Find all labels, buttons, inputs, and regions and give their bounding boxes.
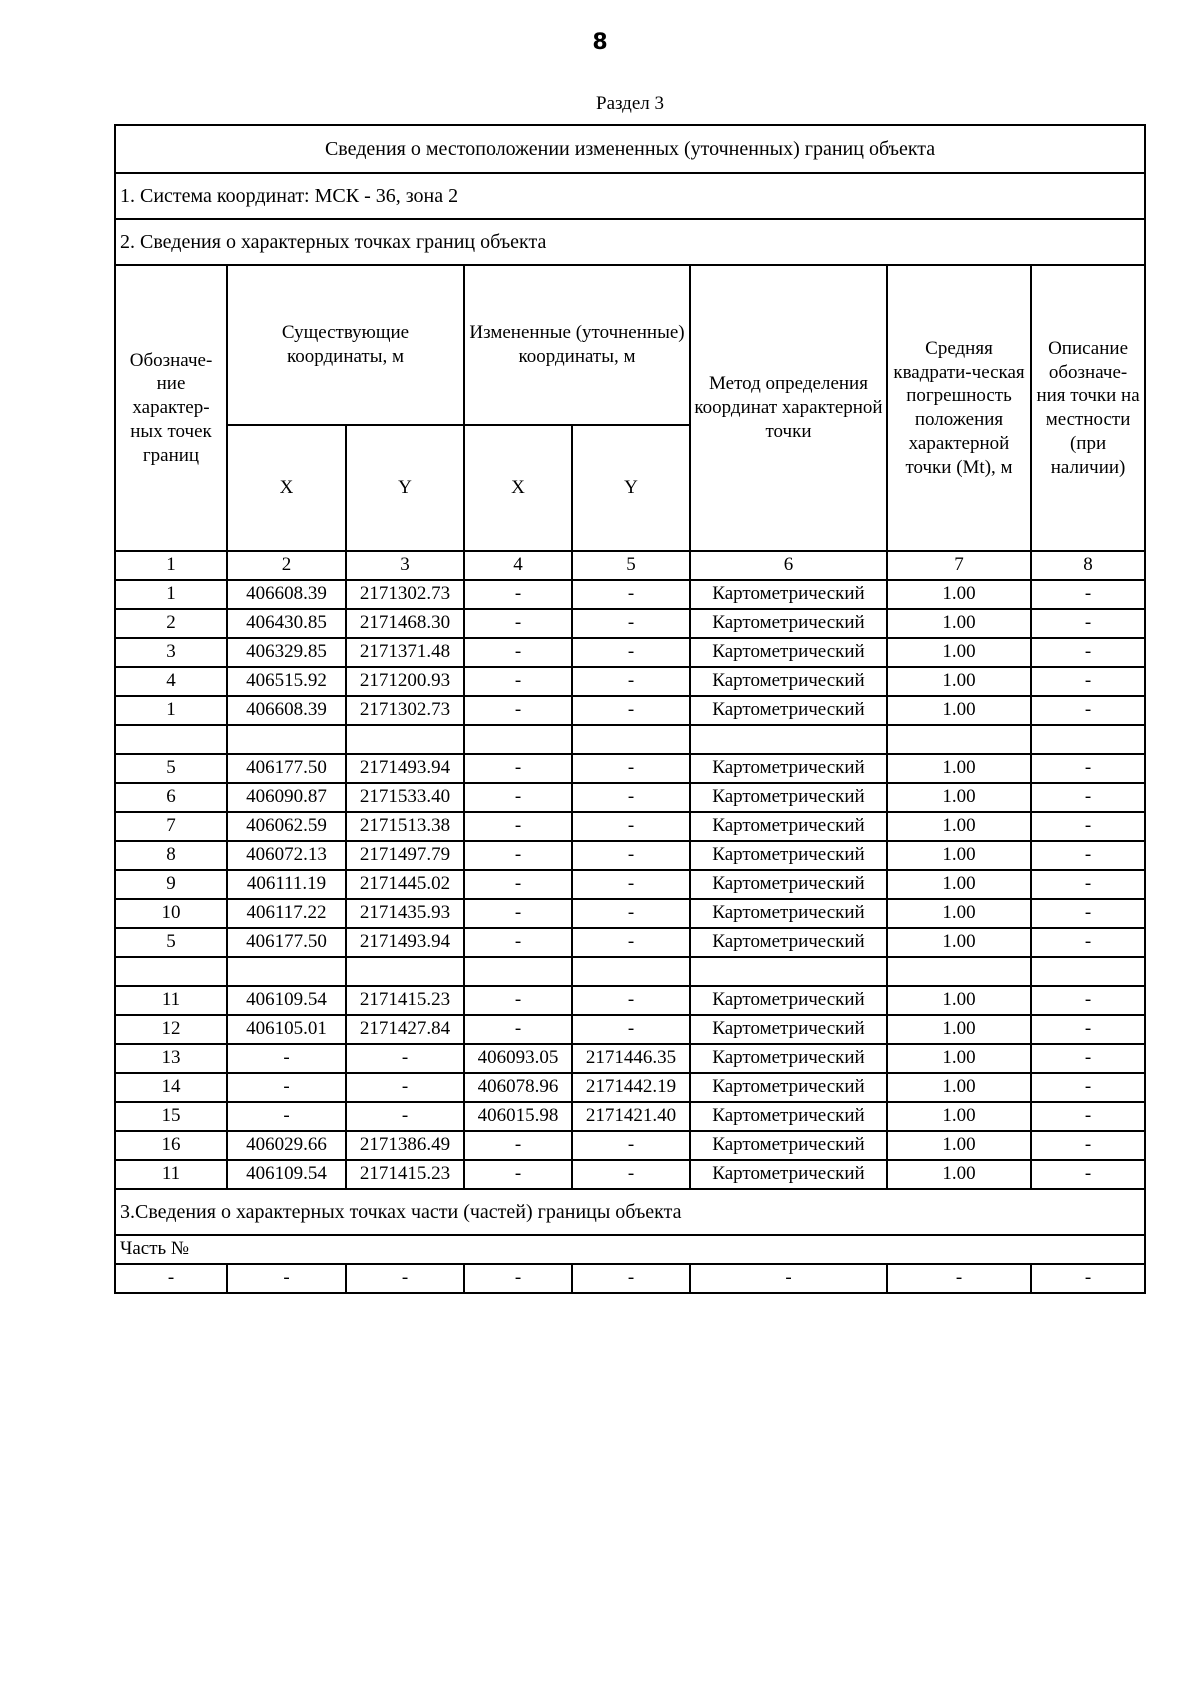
table-body xyxy=(115,125,1145,1293)
table-cell: - xyxy=(1031,899,1145,928)
table-cell: - xyxy=(572,812,690,841)
table-cell: Картометрический xyxy=(690,580,887,609)
table-cell: 406072.13 xyxy=(227,841,346,870)
table-row xyxy=(115,986,1145,1015)
table-cell: 1.00 xyxy=(887,1015,1031,1044)
table-cell: - xyxy=(1031,1015,1145,1044)
header-row-1 xyxy=(115,265,1145,425)
table-cell: 406117.22 xyxy=(227,899,346,928)
table-cell: - xyxy=(1031,696,1145,725)
table-cell: Картометрический xyxy=(690,841,887,870)
table-row xyxy=(115,667,1145,696)
table-cell: 1.00 xyxy=(887,986,1031,1015)
table-cell: - xyxy=(464,667,572,696)
boundary-points-table xyxy=(114,124,1146,1294)
points-heading-row xyxy=(115,219,1145,265)
table-cell: - xyxy=(464,754,572,783)
table-cell: Картометрический xyxy=(690,899,887,928)
parts-heading: 3.Сведения о характерных точках части (частей) границы объекта xyxy=(115,1189,1145,1235)
table-cell: 406177.50 xyxy=(227,928,346,957)
table-cell: - xyxy=(572,986,690,1015)
table-cell: 14 xyxy=(115,1073,227,1102)
table-cell: 406090.87 xyxy=(227,783,346,812)
header-method: Метод определения координат характерной точки xyxy=(690,265,887,551)
table-cell: - xyxy=(572,928,690,957)
table-cell: 2171421.40 xyxy=(572,1102,690,1131)
table-cell xyxy=(887,957,1031,986)
points-heading: 2. Сведения о характерных точках границ объекта xyxy=(115,219,1145,265)
part-cell: - xyxy=(227,1264,346,1293)
table-cell: 406608.39 xyxy=(227,580,346,609)
table-row xyxy=(115,870,1145,899)
column-number: 4 xyxy=(464,551,572,580)
table-cell: - xyxy=(572,1131,690,1160)
part-cell: - xyxy=(1031,1264,1145,1293)
table-cell: 1.00 xyxy=(887,638,1031,667)
table-row xyxy=(115,638,1145,667)
part-cell: - xyxy=(690,1264,887,1293)
table-title: Сведения о местоположении измененных (уточненных) границ объекта xyxy=(115,125,1145,173)
header-existing-x: X xyxy=(227,425,346,551)
table-cell: Картометрический xyxy=(690,696,887,725)
table-cell: - xyxy=(1031,638,1145,667)
table-row xyxy=(115,1102,1145,1131)
table-cell: - xyxy=(572,870,690,899)
table-cell xyxy=(887,725,1031,754)
table-row xyxy=(115,609,1145,638)
table-cell: - xyxy=(572,696,690,725)
table-cell: 2171497.79 xyxy=(346,841,464,870)
table-cell: 2 xyxy=(115,609,227,638)
table-cell xyxy=(690,725,887,754)
table-cell: 1 xyxy=(115,580,227,609)
header-changed-coords: Измененные (уточненные) координаты, м xyxy=(464,265,690,425)
table-cell xyxy=(464,957,572,986)
table-cell: 406430.85 xyxy=(227,609,346,638)
table-cell: 1.00 xyxy=(887,899,1031,928)
table-cell: 1.00 xyxy=(887,754,1031,783)
table-row xyxy=(115,1160,1145,1189)
table-cell: - xyxy=(227,1073,346,1102)
table-cell: - xyxy=(572,899,690,928)
table-cell: 2171435.93 xyxy=(346,899,464,928)
table-cell: 1.00 xyxy=(887,609,1031,638)
table-cell: Картометрический xyxy=(690,812,887,841)
table-cell: 2171493.94 xyxy=(346,754,464,783)
table-cell: - xyxy=(1031,841,1145,870)
table-cell: 15 xyxy=(115,1102,227,1131)
table-cell: 406608.39 xyxy=(227,696,346,725)
part-cell: - xyxy=(887,1264,1031,1293)
table-row xyxy=(115,1044,1145,1073)
part-cell: - xyxy=(572,1264,690,1293)
table-cell: - xyxy=(464,870,572,899)
table-row xyxy=(115,1131,1145,1160)
table-cell: Картометрический xyxy=(690,1160,887,1189)
column-numbers-row xyxy=(115,551,1145,580)
table-cell: 406015.98 xyxy=(464,1102,572,1131)
table-cell: 406177.50 xyxy=(227,754,346,783)
table-cell: - xyxy=(464,783,572,812)
table-title-row xyxy=(115,125,1145,173)
table-cell: Картометрический xyxy=(690,609,887,638)
table-cell: - xyxy=(572,580,690,609)
parts-heading-row xyxy=(115,1189,1145,1235)
table-cell: 406093.05 xyxy=(464,1044,572,1073)
table-cell: - xyxy=(227,1102,346,1131)
table-cell xyxy=(572,957,690,986)
part-cell: - xyxy=(464,1264,572,1293)
table-row xyxy=(115,1073,1145,1102)
table-cell: - xyxy=(1031,754,1145,783)
table-cell: Картометрический xyxy=(690,667,887,696)
table-cell: 406111.19 xyxy=(227,870,346,899)
table-cell xyxy=(1031,957,1145,986)
table-cell: - xyxy=(1031,1102,1145,1131)
part-cell: - xyxy=(115,1264,227,1293)
table-cell: 11 xyxy=(115,1160,227,1189)
table-row xyxy=(115,957,1145,986)
table-cell: - xyxy=(572,638,690,667)
table-cell: 406029.66 xyxy=(227,1131,346,1160)
table-cell: - xyxy=(464,1160,572,1189)
table-cell xyxy=(115,725,227,754)
table-cell: 1.00 xyxy=(887,870,1031,899)
table-cell: 1.00 xyxy=(887,696,1031,725)
table-cell: - xyxy=(1031,783,1145,812)
table-row xyxy=(115,725,1145,754)
table-cell: 406078.96 xyxy=(464,1073,572,1102)
table-cell: 2171446.35 xyxy=(572,1044,690,1073)
table-row xyxy=(115,841,1145,870)
table-cell: 11 xyxy=(115,986,227,1015)
table-row xyxy=(115,1015,1145,1044)
table-cell: 1.00 xyxy=(887,841,1031,870)
table-cell: 5 xyxy=(115,754,227,783)
table-cell: 8 xyxy=(115,841,227,870)
table-cell: - xyxy=(1031,1044,1145,1073)
table-cell: 406062.59 xyxy=(227,812,346,841)
table-cell: 2171200.93 xyxy=(346,667,464,696)
table-cell: - xyxy=(1031,667,1145,696)
column-number: 6 xyxy=(690,551,887,580)
table-cell xyxy=(346,957,464,986)
table-cell: - xyxy=(464,638,572,667)
table-cell: - xyxy=(572,783,690,812)
table-cell xyxy=(572,725,690,754)
table-cell: Картометрический xyxy=(690,638,887,667)
table-cell: - xyxy=(1031,609,1145,638)
table-cell xyxy=(227,725,346,754)
table-cell: Картометрический xyxy=(690,1015,887,1044)
table-cell: - xyxy=(346,1102,464,1131)
header-designation: Обозначе-ние характер-ных точек границ xyxy=(115,265,227,551)
table-cell: Картометрический xyxy=(690,986,887,1015)
table-cell: - xyxy=(464,928,572,957)
table-cell: 9 xyxy=(115,870,227,899)
table-cell: 4 xyxy=(115,667,227,696)
table-cell: - xyxy=(1031,928,1145,957)
column-number: 5 xyxy=(572,551,690,580)
table-cell: - xyxy=(572,667,690,696)
table-cell: 406329.85 xyxy=(227,638,346,667)
header-changed-x: X xyxy=(464,425,572,551)
table-cell: 406109.54 xyxy=(227,986,346,1015)
table-cell xyxy=(115,957,227,986)
part-number-row xyxy=(115,1235,1145,1264)
table-cell: - xyxy=(227,1044,346,1073)
table-cell: 2171427.84 xyxy=(346,1015,464,1044)
table-cell: 16 xyxy=(115,1131,227,1160)
table-row xyxy=(115,899,1145,928)
table-cell: Картометрический xyxy=(690,783,887,812)
table-cell: Картометрический xyxy=(690,1044,887,1073)
table-cell: 2171371.48 xyxy=(346,638,464,667)
coord-system-row xyxy=(115,173,1145,219)
table-cell: - xyxy=(1031,1160,1145,1189)
table-cell: 1 xyxy=(115,696,227,725)
table-cell: Картометрический xyxy=(690,928,887,957)
table-cell: 10 xyxy=(115,899,227,928)
table-cell: 3 xyxy=(115,638,227,667)
table-cell: 2171415.23 xyxy=(346,986,464,1015)
table-row xyxy=(115,696,1145,725)
table-cell: - xyxy=(464,986,572,1015)
table-cell: Картометрический xyxy=(690,1131,887,1160)
header-existing-y: Y xyxy=(346,425,464,551)
table-cell: 2171493.94 xyxy=(346,928,464,957)
header-changed-y: Y xyxy=(572,425,690,551)
table-cell: - xyxy=(464,609,572,638)
table-cell: 2171445.02 xyxy=(346,870,464,899)
header-existing-coords: Существующие координаты, м xyxy=(227,265,464,425)
table-cell: - xyxy=(572,841,690,870)
column-number: 7 xyxy=(887,551,1031,580)
table-cell: 2171386.49 xyxy=(346,1131,464,1160)
column-number: 3 xyxy=(346,551,464,580)
table-cell: 7 xyxy=(115,812,227,841)
table-cell: - xyxy=(464,812,572,841)
table-cell: 1.00 xyxy=(887,1102,1031,1131)
table-cell: Картометрический xyxy=(690,1102,887,1131)
table-cell: 1.00 xyxy=(887,1131,1031,1160)
page-number: 8 xyxy=(592,30,608,55)
header-description: Описание обозначе-ния точки на местности (при наличии) xyxy=(1031,265,1145,551)
table-cell: - xyxy=(346,1044,464,1073)
table-cell: 2171302.73 xyxy=(346,580,464,609)
table-cell: - xyxy=(1031,1131,1145,1160)
table-cell: - xyxy=(464,580,572,609)
table-row xyxy=(115,783,1145,812)
table-cell: 6 xyxy=(115,783,227,812)
coord-system: 1. Система координат: МСК - 36, зона 2 xyxy=(115,173,1145,219)
table-cell: - xyxy=(1031,812,1145,841)
table-cell: 2171302.73 xyxy=(346,696,464,725)
table-cell: 1.00 xyxy=(887,928,1031,957)
table-row xyxy=(115,754,1145,783)
table-row xyxy=(115,928,1145,957)
table-cell: Картометрический xyxy=(690,754,887,783)
table-cell: - xyxy=(572,609,690,638)
table-cell xyxy=(227,957,346,986)
table-cell: 406109.54 xyxy=(227,1160,346,1189)
table-cell xyxy=(464,725,572,754)
table-cell: - xyxy=(464,899,572,928)
table-cell: - xyxy=(1031,870,1145,899)
table-cell xyxy=(1031,725,1145,754)
table-cell: - xyxy=(1031,986,1145,1015)
table-cell xyxy=(690,957,887,986)
table-cell: - xyxy=(464,1131,572,1160)
table-row xyxy=(115,580,1145,609)
table-cell: 1.00 xyxy=(887,1073,1031,1102)
table-cell: 2171468.30 xyxy=(346,609,464,638)
table-cell: - xyxy=(346,1073,464,1102)
table-cell: 406105.01 xyxy=(227,1015,346,1044)
column-number: 2 xyxy=(227,551,346,580)
table-cell: - xyxy=(572,1015,690,1044)
table-cell: 1.00 xyxy=(887,580,1031,609)
table-cell: 2171533.40 xyxy=(346,783,464,812)
table-cell: - xyxy=(464,841,572,870)
table-cell: 2171415.23 xyxy=(346,1160,464,1189)
table-cell: Картометрический xyxy=(690,1073,887,1102)
part-number-label: Часть № xyxy=(115,1235,1145,1264)
table-cell: - xyxy=(572,754,690,783)
table-cell: 12 xyxy=(115,1015,227,1044)
section-label: Раздел 3 xyxy=(596,93,664,114)
table-cell: 1.00 xyxy=(887,667,1031,696)
table-cell: - xyxy=(1031,1073,1145,1102)
table-cell: - xyxy=(572,1160,690,1189)
table-cell: 1.00 xyxy=(887,812,1031,841)
table-cell: 1.00 xyxy=(887,1160,1031,1189)
column-number: 8 xyxy=(1031,551,1145,580)
part-data-row xyxy=(115,1264,1145,1293)
table-cell: - xyxy=(464,1015,572,1044)
column-number: 1 xyxy=(115,551,227,580)
table-cell: 1.00 xyxy=(887,783,1031,812)
header-error: Средняя квадрати-ческая погрешность положения характерной точки (Mt), м xyxy=(887,265,1031,551)
part-cell: - xyxy=(346,1264,464,1293)
table-cell: 13 xyxy=(115,1044,227,1073)
table-cell: 2171513.38 xyxy=(346,812,464,841)
table-cell: 5 xyxy=(115,928,227,957)
table-cell: 2171442.19 xyxy=(572,1073,690,1102)
table-row xyxy=(115,812,1145,841)
table-cell: 1.00 xyxy=(887,1044,1031,1073)
table-cell xyxy=(346,725,464,754)
table-cell: - xyxy=(464,696,572,725)
table-cell: - xyxy=(1031,580,1145,609)
table-cell: 406515.92 xyxy=(227,667,346,696)
table-cell: Картометрический xyxy=(690,870,887,899)
